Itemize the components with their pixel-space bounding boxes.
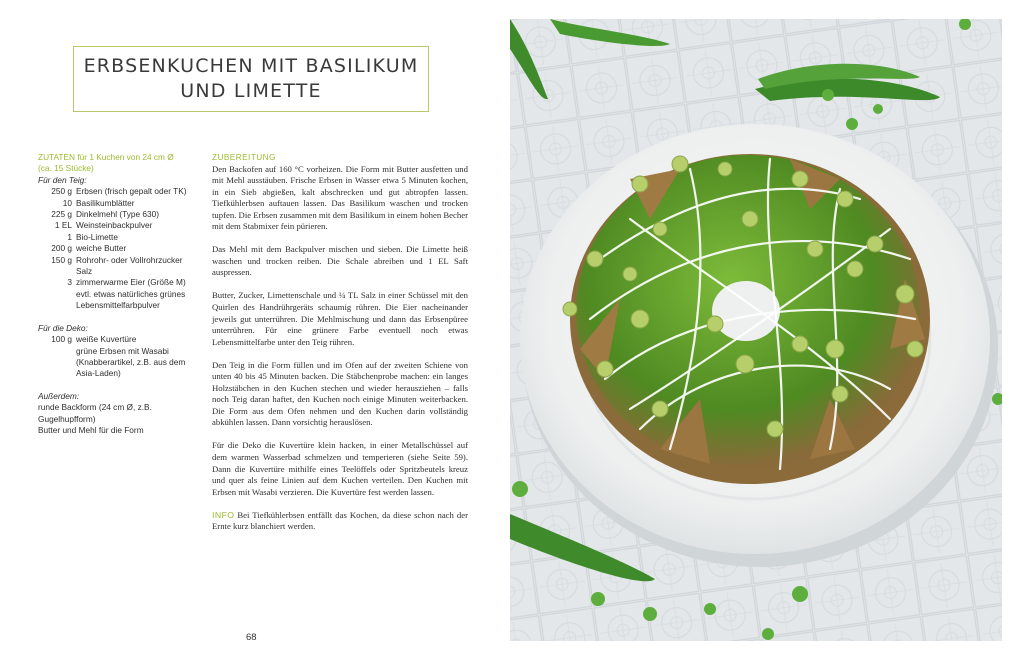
preparation-step: Den Backofen auf 160 °C vorheizen. Die Form mit Butter ausfetten und mit Mehl ausstäuben. Frische Erbsen in Wasser etwa 5 Minuten kochen, in ein Sieb abgießen, kalt abschrecken und gut abtropfen lassen. Tiefkühlerbsen auftauen lassen. Das Basilikum waschen und trocken tupfen. Die Erbsen zusammen mit dem Basilikum in einem hohen Becher mit dem Stabmixer fein pürieren. xyxy=(212,163,468,232)
cake xyxy=(570,154,930,484)
ingredient-qty: 100 g xyxy=(51,334,72,345)
ingredient-qty: 1 EL xyxy=(54,220,72,231)
ingredient-row xyxy=(38,346,206,380)
ingredient-qty: 1 xyxy=(67,231,72,242)
ingredient-text: zimmerwarme Eier (Größe M) xyxy=(76,277,186,288)
equipment-item: runde Backform (24 cm Ø, z.B. Gugelhupfform) xyxy=(38,402,152,424)
ingredient-qty: 10 xyxy=(62,197,72,208)
preparation-step: Butter, Zucker, Limettenschale und ¼ TL Salz in einer Schüssel mit den Quirlen des Handrührgeräts schaumig rühren. Die Eier nacheinander jeweils gut unterrühren. Die Mehlmischung und dann das Erbsenpüree unterrühren. Für eine grünere Farbe eventuell noch etwas Lebensmittelfarbe unter den Teig rühren. xyxy=(212,290,468,347)
ingredient-row xyxy=(38,266,206,277)
preparation-step: Das Mehl mit dem Backpulver mischen und sieben. Die Limette heiß waschen und trocken reiben. Die Schale abreiben und 1 EL Saft auspressen. xyxy=(212,244,468,278)
recipe-title-box xyxy=(73,46,429,112)
ingredient-qty xyxy=(38,266,76,277)
ingredient-row xyxy=(38,255,206,266)
ingredients-header: ZUTATEN für 1 Kuchen von 24 cm Ø xyxy=(38,152,174,162)
info-text: Bei Tiefkühlerbsen entfällt das Kochen, da diese schon nach der Ernte kurz blanchiert werden. xyxy=(212,509,468,532)
ingredient-text: Dinkelmehl (Type 630) xyxy=(76,209,160,220)
ingredient-qty: 3 xyxy=(67,277,72,288)
deco-ingredient-list xyxy=(38,334,206,380)
deco-label: Für die Deko: xyxy=(38,322,88,333)
ingredients-column xyxy=(38,152,206,436)
ingredient-row xyxy=(38,334,206,345)
ingredients-yield: (ca. 15 Stücke) xyxy=(38,163,94,174)
ingredient-text: weiße Kuvertüre xyxy=(76,334,137,345)
cake-photo xyxy=(510,19,1002,641)
ingredient-row xyxy=(38,198,206,209)
ingredient-text: Rohrohr- oder Vollrohrzucker xyxy=(76,254,183,265)
ingredient-text: Basilikumblätter xyxy=(76,197,135,208)
ingredient-text: Weinsteinbackpulver xyxy=(76,220,153,231)
ingredient-text: Erbsen (frisch gepalt oder TK) xyxy=(76,186,187,197)
dough-ingredient-list xyxy=(38,186,206,311)
ingredient-qty xyxy=(38,346,76,380)
ingredient-qty: 225 g xyxy=(51,209,72,220)
ingredient-text: evtl. etwas natürliches grünes Lebensmittelfarbpulver xyxy=(76,288,186,311)
ingredient-row xyxy=(38,289,206,312)
ingredient-text: grüne Erbsen mit Wasabi (Knabberartikel, z.B. aus dem Asia-Laden) xyxy=(76,345,186,379)
ingredient-text: Salz xyxy=(76,266,93,277)
equipment-label: Außerdem: xyxy=(38,390,80,401)
equipment-item: Butter und Mehl für die Form xyxy=(38,424,144,435)
ingredient-row xyxy=(38,220,206,231)
ingredient-qty: 250 g xyxy=(51,186,72,197)
ingredient-text: Bio-Limette xyxy=(76,231,118,242)
ingredient-row xyxy=(38,243,206,254)
recipe-title-line-2: UND LIMETTE xyxy=(180,80,322,102)
ingredient-row xyxy=(38,209,206,220)
preparation-column xyxy=(212,152,468,544)
ingredient-row xyxy=(38,277,206,288)
info-note xyxy=(212,510,468,533)
ingredient-qty: 200 g xyxy=(51,243,72,254)
info-label: INFO xyxy=(212,509,235,520)
ingredient-row xyxy=(38,232,206,243)
preparation-header: ZUBEREITUNG xyxy=(212,152,276,162)
recipe-title-line-1: ERBSENKUCHEN MIT BASILIKUM xyxy=(83,55,419,77)
ingredient-qty xyxy=(38,289,76,312)
preparation-step: Für die Deko die Kuvertüre klein hacken, in einer Metallschüssel auf dem warmen Wasserbad schmelzen und temperieren (siehe Seite 59). Dann die Kuvertüre mithilfe eines Teelöffels oder Spritzbeutels kreuz und quer als feine Linien auf dem Kuchen verteilen. Den Kuchen mit Erbsen mit Wasabi verzieren. Die Kuvertüre fest werden lassen. xyxy=(212,440,468,497)
ingredient-qty: 150 g xyxy=(51,254,72,265)
dough-label: Für den Teig: xyxy=(38,174,87,185)
page-number: 68 xyxy=(246,632,257,643)
ingredient-row xyxy=(38,186,206,197)
preparation-step: Den Teig in die Form füllen und im Ofen auf der zweiten Schiene von unten 40 bis 45 Minuten backen. Die Stäbchenprobe machen: ein langes Holzstäbchen in den Kuchen stechen und wieder herausziehen – falls noch Teig daran haftet, den Kuchen noch einige Minuten weiterbacken. Die Form aus dem Ofen nehmen und den Kuchen darin vollständig abkühlen lassen. Dann vorsichtig herauslösen. xyxy=(212,359,468,428)
ingredient-text: weiche Butter xyxy=(76,243,127,254)
